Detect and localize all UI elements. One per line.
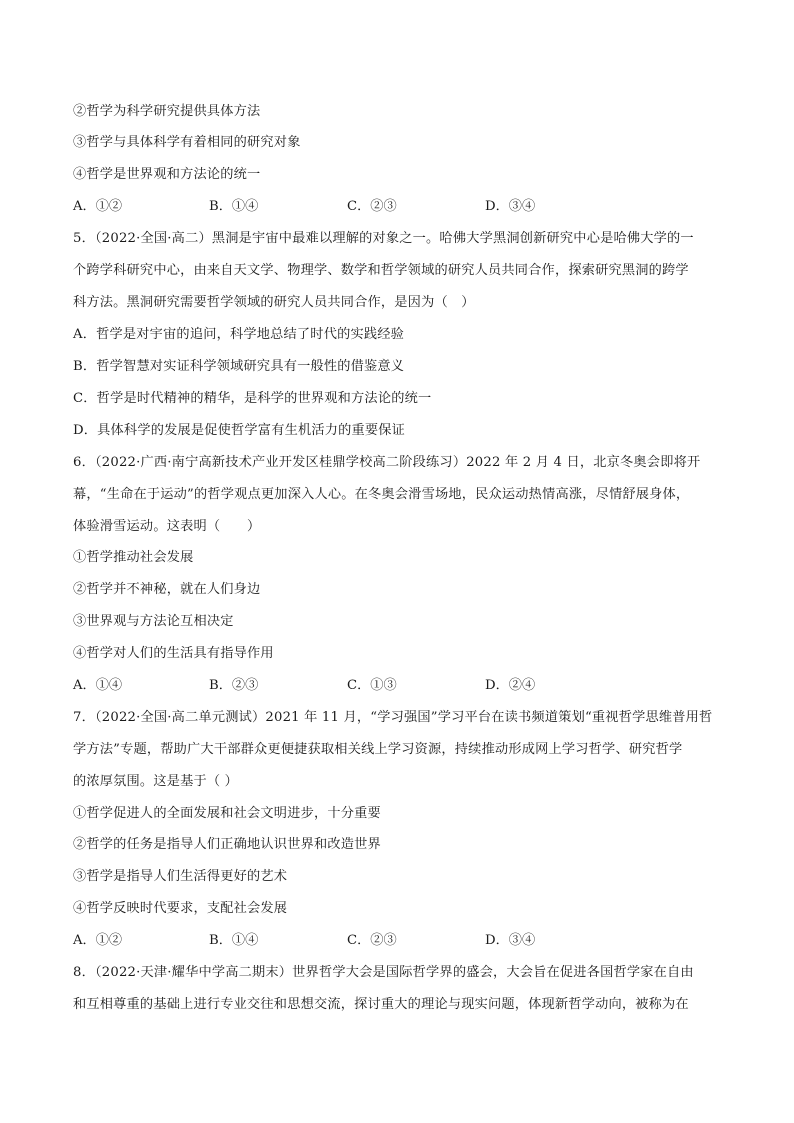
q5-stem-line-2: 个跨学科研究中心，由来自天文学、物理学、数学和哲学领域的研究人员共同合作，探索研究黑洞的跨学 xyxy=(73,263,689,278)
q5-choice-b: B．哲学智慧对实证科学领域研究具有一般性的借鉴意义 xyxy=(73,359,405,374)
q6-item-1: ①哲学推动社会发展 xyxy=(73,550,194,565)
q4-item-2: ②哲学为科学研究提供具体方法 xyxy=(73,104,261,119)
q4-option-b: B．①④ xyxy=(209,199,259,214)
q7-item-4: ④哲学反映时代要求，支配社会发展 xyxy=(73,901,288,916)
q4-option-a: A．①② xyxy=(73,199,123,214)
q6-stem-line-3: 体验滑雪运动。这表明（ ） xyxy=(73,519,261,534)
q7-item-1: ①哲学促进人的全面发展和社会文明进步，十分重要 xyxy=(73,806,381,821)
q7-option-a: A．①② xyxy=(73,933,123,948)
q6-stem-line-2: 幕，“生命在于运动”的哲学观点更加深入人心。在冬奥会滑雪场地，民众运动热情高涨，尽情舒展身体， xyxy=(73,487,690,502)
q7-stem-line-2: 学方法”专题，帮助广大干部群众更便捷获取相关线上学习资源，持续推动形成网上学习哲学、研究哲学 xyxy=(73,742,683,757)
q4-option-c: C．②③ xyxy=(347,199,397,214)
q6-item-3: ③世界观与方法论互相决定 xyxy=(73,614,234,629)
q5-stem-line-1: 5．（2022·全国·高二）黑洞是宇宙中最难以理解的对象之一。哈佛大学黑洞创新研究中心是哈佛大学的一 xyxy=(73,231,694,246)
q7-option-b: B．①④ xyxy=(209,933,259,948)
q7-option-d: D．③④ xyxy=(485,933,536,948)
q7-option-c: C．②③ xyxy=(347,933,397,948)
q8-stem-line-2: 和互相尊重的基础上进行专业交往和思想交流，探讨重大的理论与现实问题，体现新哲学动向，被称为在 xyxy=(73,997,689,1012)
q6-option-d: D．②④ xyxy=(485,678,536,693)
q6-option-a: A．①④ xyxy=(73,678,123,693)
q8-stem-line-1: 8．（2022·天津·耀华中学高二期末）世界哲学大会是国际哲学界的盛会，大会旨在促进各国哲学家在自由 xyxy=(73,965,694,980)
q4-option-d: D．③④ xyxy=(485,199,536,214)
q6-stem-line-1: 6．（2022·广西·南宁高新技术产业开发区桂鼎学校高二阶段练习）2022 年 2 月 4 日，北京冬奥会即将开 xyxy=(73,455,701,470)
q7-stem-line-3: 的浓厚氛围。这是基于（ ） xyxy=(73,774,239,789)
q7-item-2: ②哲学的任务是指导人们正确地认识世界和改造世界 xyxy=(73,837,381,852)
q5-choice-d: D．具体科学的发展是促使哲学富有生机活力的重要保证 xyxy=(73,423,406,438)
q6-item-2: ②哲学并不神秘，就在人们身边 xyxy=(73,582,261,597)
q7-item-3: ③哲学是指导人们生活得更好的艺术 xyxy=(73,869,288,884)
q4-item-4: ④哲学是世界观和方法论的统一 xyxy=(73,167,261,182)
q6-option-b: B．②③ xyxy=(209,678,259,693)
q5-stem-line-3: 科方法。黑洞研究需要哲学领域的研究人员共同合作，是因为（ ） xyxy=(73,295,475,310)
q4-item-3: ③哲学与具体科学有着相同的研究对象 xyxy=(73,135,301,150)
q7-stem-line-1: 7．（2022·全国·高二单元测试）2021 年 11 月，“学习强国”学习平台在读书频道策划“重视哲学思维普用哲 xyxy=(73,710,713,725)
q5-choice-a: A．哲学是对宇宙的追问，科学地总结了时代的实践经验 xyxy=(73,327,405,342)
q5-choice-c: C．哲学是时代精神的精华，是科学的世界观和方法论的统一 xyxy=(73,391,432,406)
q6-item-4: ④哲学对人们的生活具有指导作用 xyxy=(73,646,274,661)
q6-option-c: C．①③ xyxy=(347,678,397,693)
